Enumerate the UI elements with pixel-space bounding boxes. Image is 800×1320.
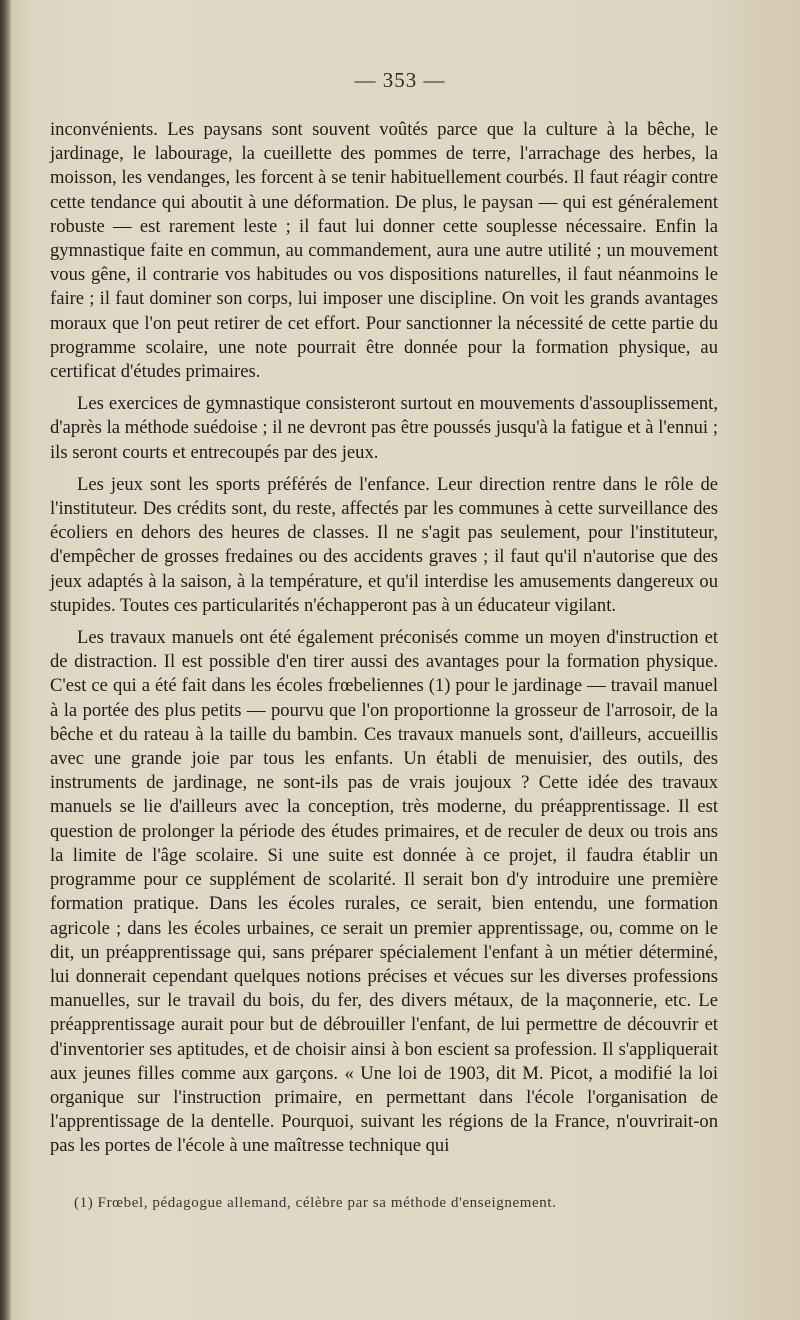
- body-text: [50, 118, 718, 1167]
- binding-edge: [0, 0, 12, 1320]
- paragraph-4: Les travaux manuels ont été également préconisés comme un moyen d'instruction et de distraction. Il est possible d'en tirer aussi des avantages pour la formation physique. C'est ce qui a été fait dans les écoles frœbeliennes (1) pour le jardinage — travail manuel à la portée des plus petits — pourvu que l'on proportionne la grosseur de l'arrosoir, de la bêche et du rateau à la taille du bambin. Ces travaux manuels sont, d'ailleurs, accueillis avec une grande joie par tous les enfants. Un établi de menuisier, des outils, des instruments de jardinage, ne sont-ils pas de vrais joujoux ? Cette idée des travaux manuels se lie d'ailleurs avec la conception, très moderne, du préapprentissage. Il est question de prolonger la période des études primaires, et de reculer de deux ou trois ans la limite de l'âge scolaire. Si une suite est donnée à ce projet, il faudra établir un programme pour ce supplément de scolarité. Il serait bon d'y introduire une première formation pratique. Dans les écoles rurales, ce serait, bien entendu, une formation agricole ; dans les écoles urbaines, ce serait un premier apprentissage, ou, comme on le dit, un préapprentissage qui, sans préparer spécialement l'enfant à un métier déterminé, lui donnerait cependant quelques notions précises et vécues sur les diverses professions manuelles, sur le travail du bois, du fer, des divers métaux, de la maçonnerie, etc. Le préapprentissage aurait pour but de débrouiller l'enfant, de lui permettre de découvrir et d'inventorier ses aptitudes, et de choisir ainsi à bon escient sa profession. Il s'appliquerait aux jeunes filles comme aux garçons. « Une loi de 1903, dit M. Picot, a modifié la loi organique sur l'instruction primaire, en permettant dans l'école l'organisation de l'apprentissage de la dentelle. Pourquoi, suivant les régions de la France, n'ouvrirait-on pas les portes de l'école à une maîtresse technique qui: [50, 627, 718, 1157]
- paragraph-2: Les exercices de gymnastique consisteront surtout en mouvements d'assouplissement, d'après la méthode suédoise ; il ne devront pas être poussés jusqu'à la fatigue et à l'ennui ; ils seront courts et entrecoupés par des jeux.: [50, 393, 718, 463]
- paragraph-1: inconvénients. Les paysans sont souvent voûtés parce que la culture à la bêche, le jardinage, le labourage, la cueillette des pommes de terre, l'arrachage des herbes, la moisson, les vendanges, les forcent à se tenir habituellement courbés. Il faut réagir contre cette tendance qui aboutit à une déformation. De plus, le paysan — qui est généralement robuste — est rarement leste ; il faut lui donner cette souplesse nécessaire. Enfin la gymnastique faite en commun, au commandement, aura une autre utilité ; un mouvement vous gêne, il contrarie vos habitudes ou vos dispositions naturelles, il faut néanmoins le faire ; il faut dominer son corps, lui imposer une discipline. On voit les grands avantages moraux que l'on peut retirer de cet effort. Pour sanctionner la nécessité de cette partie du programme scolaire, une note pourrait être donnée pour la formation physique, au certificat d'études primaires.: [50, 119, 718, 383]
- paragraph-3: Les jeux sont les sports préférés de l'enfance. Leur direction rentre dans le rôle de l'instituteur. Des crédits sont, du reste, affectés par les communes à cette surveillance des écoliers en dehors des heures de classes. Il ne s'agit pas seulement, pour l'instituteur, d'empêcher de grosses fredaines ou des accidents graves ; il faut qu'il n'autorise que des jeux adaptés à la saison, à la température, et qu'il interdise les amusements dangereux ou stupides. Toutes ces particularités n'échapperont pas à un éducateur vigilant.: [50, 473, 718, 616]
- footnote: (1) Frœbel, pédagogue allemand, célèbre par sa méthode d'enseignement.: [74, 1195, 557, 1211]
- page-number: — 353 —: [354, 68, 446, 92]
